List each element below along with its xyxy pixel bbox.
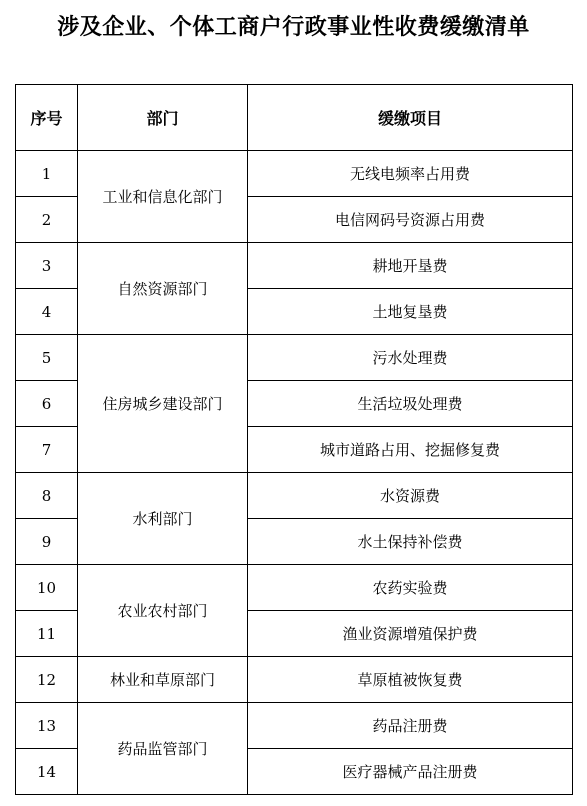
row-number: 13 bbox=[16, 703, 78, 749]
table-row bbox=[16, 473, 573, 519]
header-serial-number: 序号 bbox=[16, 85, 78, 151]
fee-item: 医疗器械产品注册费 bbox=[248, 749, 573, 795]
table-row bbox=[16, 151, 573, 197]
row-number: 9 bbox=[16, 519, 78, 565]
department-cell: 住房城乡建设部门 bbox=[78, 335, 248, 473]
fee-item: 土地复垦费 bbox=[248, 289, 573, 335]
department-cell: 药品监管部门 bbox=[78, 703, 248, 795]
row-number: 2 bbox=[16, 197, 78, 243]
department-cell: 工业和信息化部门 bbox=[78, 151, 248, 243]
fee-item: 渔业资源增殖保护费 bbox=[248, 611, 573, 657]
department-cell: 水利部门 bbox=[78, 473, 248, 565]
fee-deferral-table bbox=[15, 84, 573, 795]
row-number: 1 bbox=[16, 151, 78, 197]
row-number: 6 bbox=[16, 381, 78, 427]
row-number: 3 bbox=[16, 243, 78, 289]
fee-item: 药品注册费 bbox=[248, 703, 573, 749]
fee-item: 生活垃圾处理费 bbox=[248, 381, 573, 427]
fee-item: 无线电频率占用费 bbox=[248, 151, 573, 197]
row-number: 11 bbox=[16, 611, 78, 657]
department-cell: 自然资源部门 bbox=[78, 243, 248, 335]
header-deferred-item: 缓缴项目 bbox=[248, 85, 573, 151]
fee-item: 农药实验费 bbox=[248, 565, 573, 611]
table-row bbox=[16, 703, 573, 749]
fee-item: 草原植被恢复费 bbox=[248, 657, 573, 703]
fee-item: 耕地开垦费 bbox=[248, 243, 573, 289]
row-number: 5 bbox=[16, 335, 78, 381]
department-cell: 林业和草原部门 bbox=[78, 657, 248, 703]
fee-item: 水土保持补偿费 bbox=[248, 519, 573, 565]
header-department: 部门 bbox=[78, 85, 248, 151]
department-cell: 农业农村部门 bbox=[78, 565, 248, 657]
row-number: 4 bbox=[16, 289, 78, 335]
row-number: 7 bbox=[16, 427, 78, 473]
fee-item: 城市道路占用、挖掘修复费 bbox=[248, 427, 573, 473]
fee-item: 电信网码号资源占用费 bbox=[248, 197, 573, 243]
table-row bbox=[16, 243, 573, 289]
table-header-row bbox=[16, 85, 573, 151]
row-number: 8 bbox=[16, 473, 78, 519]
table-row bbox=[16, 335, 573, 381]
page-title: 涉及企业、个体工商户行政事业性收费缓缴清单 bbox=[57, 14, 530, 40]
row-number: 10 bbox=[16, 565, 78, 611]
row-number: 12 bbox=[16, 657, 78, 703]
fee-item: 污水处理费 bbox=[248, 335, 573, 381]
fee-item: 水资源费 bbox=[248, 473, 573, 519]
table-row bbox=[16, 565, 573, 611]
table-row bbox=[16, 657, 573, 703]
row-number: 14 bbox=[16, 749, 78, 795]
